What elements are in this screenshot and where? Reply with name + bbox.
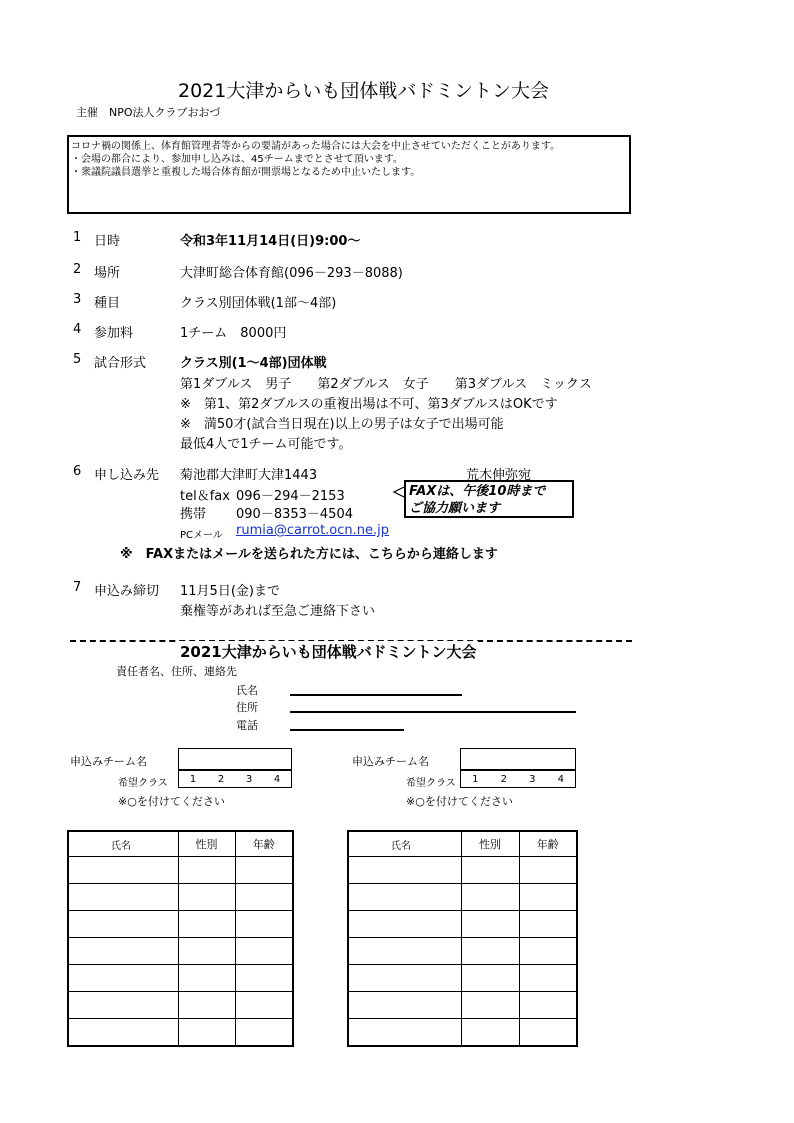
name-label: 氏名 bbox=[236, 684, 258, 697]
roster-name-cell[interactable] bbox=[68, 992, 178, 1019]
section-5-number: 5 bbox=[73, 352, 82, 367]
roster-age-cell[interactable] bbox=[519, 1019, 577, 1047]
tel-fax-label: tel＆fax bbox=[180, 489, 230, 504]
roster-row bbox=[348, 911, 577, 938]
fax-callout-line-1: FAXは、午後10時まで bbox=[409, 484, 546, 499]
format-line-4: 最低4人で1チーム可能です。 bbox=[180, 437, 352, 452]
section-3-number: 3 bbox=[73, 292, 82, 307]
roster-gender-cell[interactable] bbox=[461, 1019, 519, 1047]
format-line-3: ※ 満50才(試合当日現在)以上の男子は女子で出場可能 bbox=[180, 417, 504, 432]
roster-row bbox=[68, 965, 293, 992]
mobile-label: 携帯 bbox=[180, 507, 207, 522]
roster-gender-cell[interactable] bbox=[461, 884, 519, 911]
roster-age-cell[interactable] bbox=[519, 992, 577, 1019]
address-field[interactable] bbox=[290, 711, 576, 713]
roster-gender-cell[interactable] bbox=[178, 992, 235, 1019]
roster-age-cell[interactable] bbox=[235, 911, 293, 938]
roster-gender-cell[interactable] bbox=[178, 965, 235, 992]
roster-age-cell[interactable] bbox=[235, 1019, 293, 1047]
class-option-4[interactable]: 4 bbox=[557, 773, 564, 785]
section-4-number: 4 bbox=[73, 322, 82, 337]
roster-row bbox=[68, 884, 293, 911]
section-2-number: 2 bbox=[73, 262, 82, 277]
roster-row bbox=[348, 884, 577, 911]
roster-header-age: 年齢 bbox=[519, 831, 577, 857]
circle-note-right: ※○を付けてください bbox=[406, 795, 513, 808]
roster-name-cell[interactable] bbox=[68, 857, 178, 884]
venue: 大津町総合体育館(096－293－8088) bbox=[180, 266, 403, 281]
roster-header-name: 氏名 bbox=[348, 831, 461, 857]
email-link[interactable]: rumia@carrot.ocn.ne.jp bbox=[236, 523, 390, 538]
roster-row bbox=[348, 938, 577, 965]
section-7-number: 7 bbox=[73, 580, 82, 595]
roster-age-cell[interactable] bbox=[519, 857, 577, 884]
roster-row bbox=[68, 938, 293, 965]
format-line-1: 第1ダブルス 男子 第2ダブルス 女子 第3ダブルス ミックス bbox=[180, 377, 592, 392]
form-title: 2021大津からいも団体戦バドミントン大会 bbox=[180, 643, 477, 661]
section-5-label: 試合形式 bbox=[94, 356, 147, 371]
class-options-right bbox=[460, 770, 576, 788]
roster-name-cell[interactable] bbox=[348, 857, 461, 884]
deadline: 11月5日(金)まで bbox=[180, 584, 280, 599]
roster-row bbox=[348, 857, 577, 884]
team-name-label-left: 申込みチーム名 bbox=[70, 755, 147, 768]
roster-age-cell[interactable] bbox=[519, 911, 577, 938]
address-label: 住所 bbox=[236, 701, 258, 714]
roster-name-cell[interactable] bbox=[348, 938, 461, 965]
event-type: クラス別団体戦(1部～4部) bbox=[180, 296, 337, 311]
roster-gender-cell[interactable] bbox=[461, 911, 519, 938]
circle-note-left: ※○を付けてください bbox=[118, 795, 225, 808]
roster-gender-cell[interactable] bbox=[178, 911, 235, 938]
roster-name-cell[interactable] bbox=[348, 992, 461, 1019]
contact-recipient: 荒木伸弥宛 bbox=[466, 468, 532, 483]
roster-row bbox=[68, 857, 293, 884]
contact-address: 菊池郡大津町大津1443 bbox=[180, 468, 318, 483]
section-7-label: 申込み締切 bbox=[94, 584, 160, 599]
roster-gender-cell[interactable] bbox=[178, 857, 235, 884]
format-line-2: ※ 第1、第2ダブルスの重複出場は不可、第3ダブルスはOKです bbox=[180, 397, 558, 412]
phone-field[interactable] bbox=[290, 729, 404, 731]
match-format: クラス別(1～4部)団体戦 bbox=[180, 356, 327, 371]
callout-pointer-icon bbox=[391, 486, 405, 498]
roster-header-gender: 性別 bbox=[461, 831, 519, 857]
class-option-4[interactable]: 4 bbox=[273, 773, 281, 785]
section-2-label: 場所 bbox=[94, 266, 121, 281]
page-title: 2021大津からいも団体戦バドミントン大会 bbox=[178, 80, 549, 102]
class-option-2[interactable]: 2 bbox=[500, 773, 507, 785]
roster-age-cell[interactable] bbox=[519, 938, 577, 965]
class-option-2[interactable]: 2 bbox=[217, 773, 225, 785]
roster-name-cell[interactable] bbox=[68, 938, 178, 965]
class-option-3[interactable]: 3 bbox=[529, 773, 536, 785]
class-option-1[interactable]: 1 bbox=[472, 773, 479, 785]
roster-gender-cell[interactable] bbox=[461, 992, 519, 1019]
notice-line-2: ・会場の都合により、参加申し込みは、45チームまでとさせて頂います。 bbox=[71, 154, 403, 165]
roster-name-cell[interactable] bbox=[68, 1019, 178, 1047]
roster-name-cell[interactable] bbox=[68, 965, 178, 992]
event-datetime: 令和3年11月14日(日)9:00～ bbox=[180, 234, 361, 249]
section-1-label: 日時 bbox=[94, 234, 121, 249]
pc-mail-label: PCメール bbox=[180, 530, 223, 541]
section-4-label: 参加料 bbox=[94, 326, 134, 341]
class-label-right: 希望クラス bbox=[406, 778, 456, 789]
fax-callout bbox=[404, 480, 574, 518]
roster-age-cell[interactable] bbox=[235, 884, 293, 911]
roster-name-cell[interactable] bbox=[348, 965, 461, 992]
roster-header-gender: 性別 bbox=[178, 831, 235, 857]
phone-label: 電話 bbox=[236, 719, 258, 732]
roster-name-cell[interactable] bbox=[68, 911, 178, 938]
team-name-label-right: 申込みチーム名 bbox=[352, 755, 429, 768]
roster-age-cell[interactable] bbox=[235, 965, 293, 992]
name-field[interactable] bbox=[290, 694, 462, 696]
roster-row bbox=[68, 911, 293, 938]
roster-name-cell[interactable] bbox=[68, 884, 178, 911]
roster-age-cell[interactable] bbox=[519, 965, 577, 992]
roster-row bbox=[348, 1019, 577, 1047]
class-option-3[interactable]: 3 bbox=[245, 773, 253, 785]
roster-gender-cell[interactable] bbox=[461, 965, 519, 992]
roster-row bbox=[348, 992, 577, 1019]
responsible-label: 責任者名、住所、連絡先 bbox=[116, 665, 237, 678]
section-1-number: 1 bbox=[73, 230, 82, 245]
roster-row bbox=[348, 965, 577, 992]
notice-line-1: コロナ禍の関係上、体育館管理者等からの要請があった場合には大会を中止させていただくことがあります。 bbox=[71, 141, 561, 152]
roster-row bbox=[68, 1019, 293, 1047]
roster-age-cell[interactable] bbox=[235, 857, 293, 884]
roster-header-name: 氏名 bbox=[68, 831, 178, 857]
organizer: 主催 NPO法人クラブおおづ bbox=[76, 106, 221, 119]
notice-box bbox=[67, 135, 631, 214]
roster-gender-cell[interactable] bbox=[461, 857, 519, 884]
deadline-note: 棄権等があれば至急ご連絡下さい bbox=[180, 604, 376, 619]
roster-gender-cell[interactable] bbox=[178, 1019, 235, 1047]
class-options-left bbox=[178, 770, 292, 788]
roster-table-right bbox=[347, 830, 578, 1047]
mobile-number: 090－8353－4504 bbox=[236, 507, 353, 522]
team-name-field-left[interactable] bbox=[178, 748, 292, 770]
roster-age-cell[interactable] bbox=[235, 938, 293, 965]
class-option-1[interactable]: 1 bbox=[189, 773, 197, 785]
roster-gender-cell[interactable] bbox=[178, 938, 235, 965]
entry-fee: 1チーム 8000円 bbox=[180, 326, 287, 341]
roster-row bbox=[68, 992, 293, 1019]
roster-age-cell[interactable] bbox=[519, 884, 577, 911]
fax-callout-line-2: ご協力願います bbox=[409, 501, 501, 516]
roster-gender-cell[interactable] bbox=[178, 884, 235, 911]
section-3-label: 種目 bbox=[94, 296, 121, 311]
roster-name-cell[interactable] bbox=[348, 911, 461, 938]
contact-note: ※ FAXまたはメールを送られた方には、こちらから連絡します bbox=[120, 547, 498, 562]
notice-line-3: ・衆議院議員選挙と重複した場合体育館が開票場となるため中止いたします。 bbox=[71, 167, 421, 178]
roster-gender-cell[interactable] bbox=[461, 938, 519, 965]
team-name-field-right[interactable] bbox=[460, 748, 576, 770]
section-6-number: 6 bbox=[73, 464, 82, 479]
roster-name-cell[interactable] bbox=[348, 1019, 461, 1047]
roster-header-age: 年齢 bbox=[235, 831, 293, 857]
tel-fax-number: 096－294－2153 bbox=[236, 489, 345, 504]
roster-table-left bbox=[67, 830, 294, 1047]
section-6-label: 申し込み先 bbox=[94, 468, 160, 483]
class-label-left: 希望クラス bbox=[118, 778, 168, 789]
roster-name-cell[interactable] bbox=[348, 884, 461, 911]
roster-age-cell[interactable] bbox=[235, 992, 293, 1019]
